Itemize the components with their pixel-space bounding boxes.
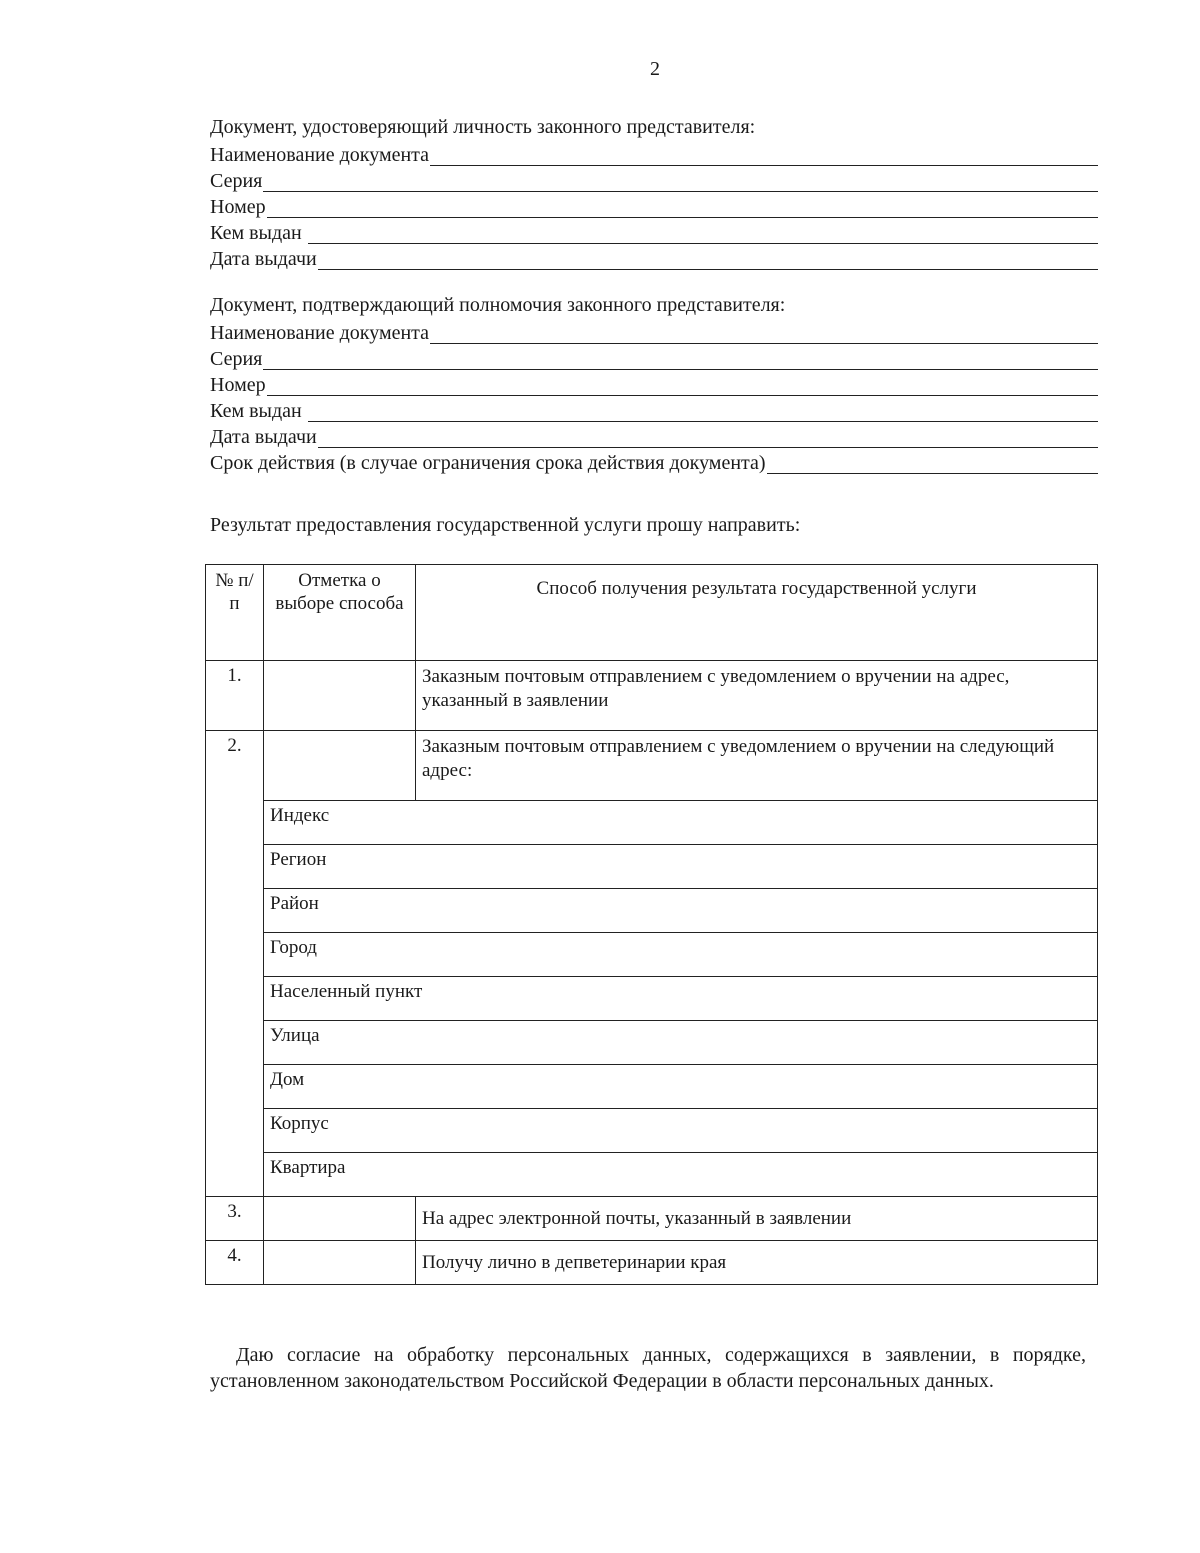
delivery-method: Заказным почтовым отправлением с уведомлением о вручении на следующий адрес: [416, 731, 1098, 801]
page-number: 2 [650, 58, 660, 80]
number-line[interactable] [267, 197, 1098, 218]
address-field-index[interactable]: Индекс [264, 801, 1098, 845]
field-label: Срок действия (в случае ограничения срока действия документа) [210, 452, 766, 474]
issue-date-line[interactable] [318, 249, 1098, 270]
validity-line[interactable] [767, 453, 1098, 474]
section-title: Документ, подтверждающий полномочия законного представителя: [210, 294, 786, 316]
field-row-number [210, 370, 1098, 396]
delivery-method-table [205, 564, 1098, 1285]
row-number: 3. [206, 1197, 264, 1241]
doc-name-line[interactable] [430, 323, 1098, 344]
number-line[interactable] [267, 375, 1098, 396]
address-row [206, 889, 1098, 933]
address-field-city[interactable]: Город [264, 933, 1098, 977]
issue-date-line[interactable] [318, 427, 1098, 448]
table-row [206, 1241, 1098, 1285]
issued-by-line[interactable] [308, 223, 1098, 244]
header-selection-mark: Отметка о выборе способа [264, 565, 416, 661]
identity-document-section [210, 114, 1098, 270]
consent-text: Даю согласие на обработку персональных данных, содержащихся в заявлении, в порядке, установленном законодательством Российской Федерации в области персональных данных. [210, 1344, 1086, 1392]
field-label: Наименование документа [210, 322, 430, 344]
field-row-doc-name [210, 140, 1098, 166]
address-row [206, 1109, 1098, 1153]
series-line[interactable] [263, 349, 1098, 370]
selection-mark-cell[interactable] [264, 1197, 416, 1241]
delivery-method: На адрес электронной почты, указанный в заявлении [416, 1197, 1098, 1241]
delivery-method: Получу лично в депветеринарии края [416, 1241, 1098, 1285]
row-number: 2. [206, 731, 264, 1197]
field-label: Кем выдан [210, 222, 302, 244]
table-row [206, 731, 1098, 801]
field-row-issued-by [210, 396, 1098, 422]
address-field-apartment[interactable]: Квартира [264, 1153, 1098, 1197]
address-row [206, 1021, 1098, 1065]
address-row [206, 977, 1098, 1021]
field-label: Кем выдан [210, 400, 302, 422]
section-title: Документ, удостоверяющий личность законного представителя: [210, 116, 756, 138]
field-row-number [210, 192, 1098, 218]
header-number: № п/п [206, 565, 264, 661]
field-label: Наименование документа [210, 144, 430, 166]
field-label: Серия [210, 348, 263, 370]
field-row-series [210, 344, 1098, 370]
row-number: 1. [206, 661, 264, 731]
field-label: Дата выдачи [210, 426, 317, 448]
authority-document-section [210, 292, 1098, 474]
table-header-row [206, 565, 1098, 661]
field-row-series [210, 166, 1098, 192]
selection-mark-cell[interactable] [264, 1241, 416, 1285]
header-delivery-method: Способ получения результата государственной услуги [416, 565, 1098, 661]
issued-by-line[interactable] [308, 401, 1098, 422]
address-field-street[interactable]: Улица [264, 1021, 1098, 1065]
field-row-validity [210, 448, 1098, 474]
field-row-issue-date [210, 244, 1098, 270]
result-delivery-title: Результат предоставления государственной услуги прошу направить: [210, 514, 801, 536]
delivery-method: Заказным почтовым отправлением с уведомлением о вручении на адрес, указанный в заявлении [416, 661, 1098, 731]
table-row [206, 1197, 1098, 1241]
doc-name-line[interactable] [430, 145, 1098, 166]
table-row [206, 661, 1098, 731]
address-field-building[interactable]: Корпус [264, 1109, 1098, 1153]
address-field-locality[interactable]: Населенный пункт [264, 977, 1098, 1021]
address-field-house[interactable]: Дом [264, 1065, 1098, 1109]
selection-mark-cell[interactable] [264, 731, 416, 801]
address-row [206, 933, 1098, 977]
series-line[interactable] [263, 171, 1098, 192]
row-number: 4. [206, 1241, 264, 1285]
field-row-issue-date [210, 422, 1098, 448]
field-label: Дата выдачи [210, 248, 317, 270]
field-row-doc-name [210, 318, 1098, 344]
address-row [206, 801, 1098, 845]
address-row [206, 1065, 1098, 1109]
address-row [206, 1153, 1098, 1197]
field-label: Серия [210, 170, 263, 192]
address-field-district[interactable]: Район [264, 889, 1098, 933]
field-row-issued-by [210, 218, 1098, 244]
address-field-region[interactable]: Регион [264, 845, 1098, 889]
address-row [206, 845, 1098, 889]
selection-mark-cell[interactable] [264, 661, 416, 731]
field-label: Номер [210, 374, 266, 396]
field-label: Номер [210, 196, 266, 218]
